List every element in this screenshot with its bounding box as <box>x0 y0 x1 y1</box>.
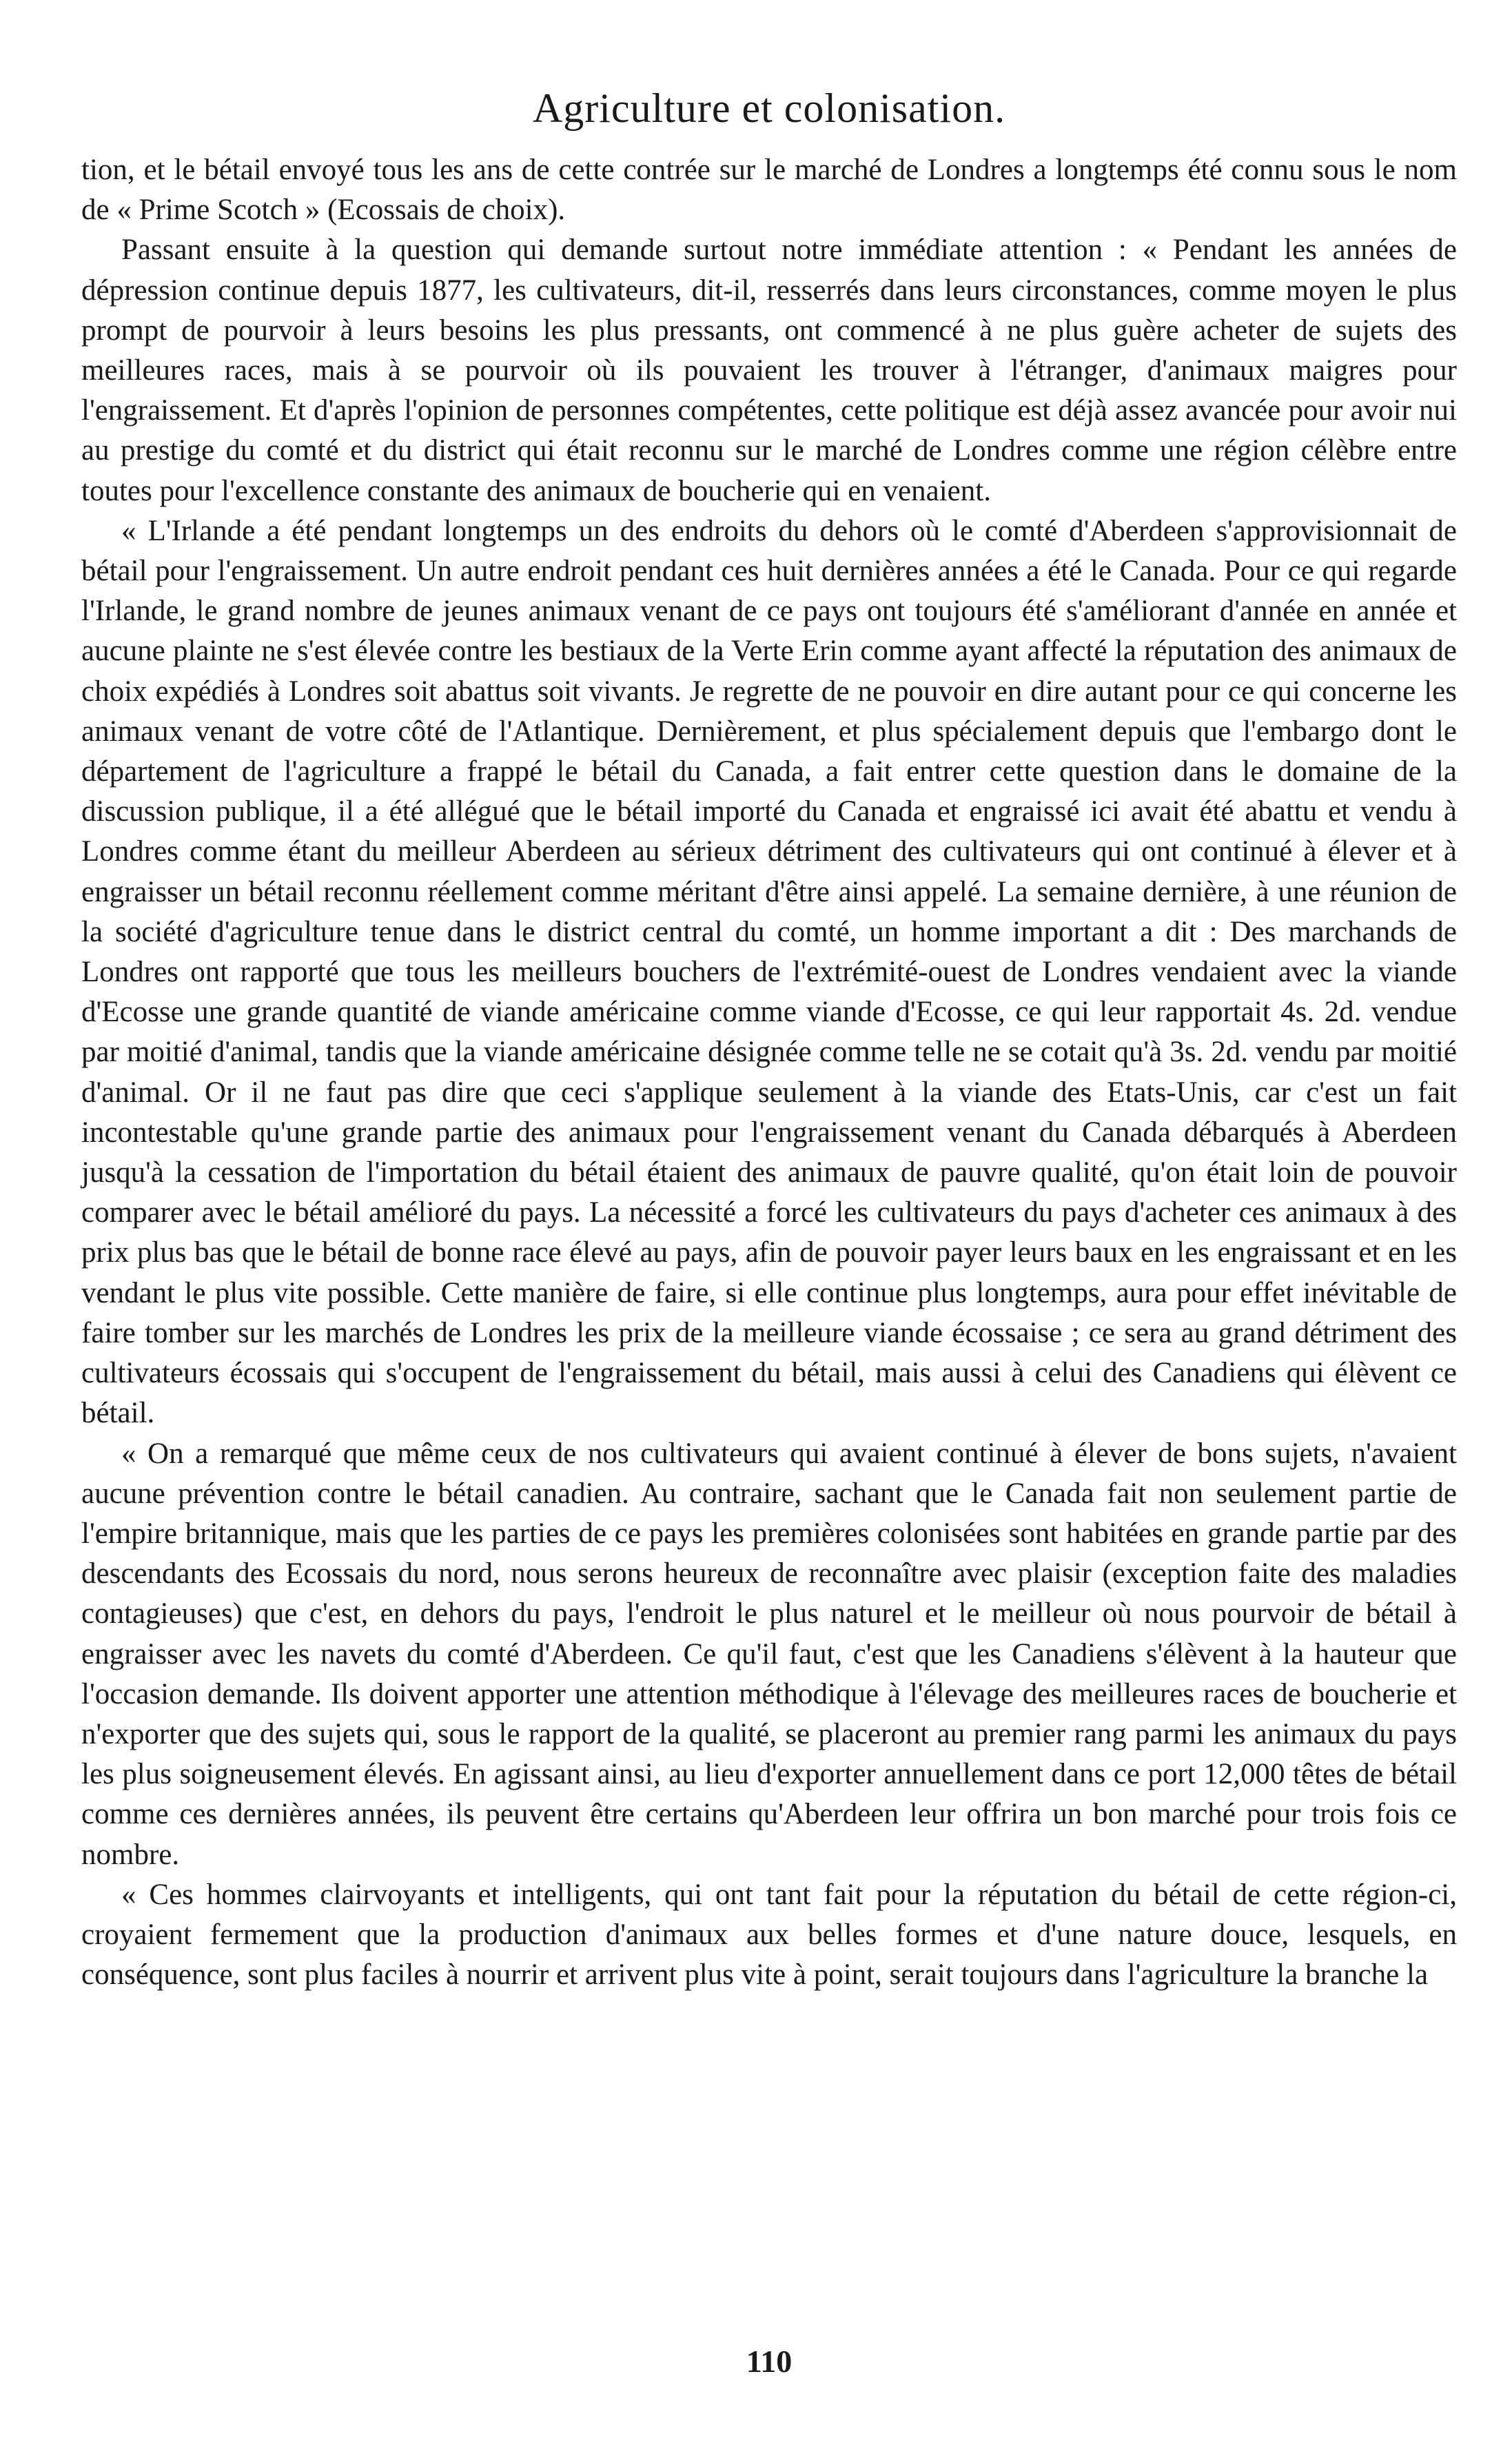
running-title: Agriculture et colonisation. <box>532 85 1006 131</box>
paragraph-2: Passant ensuite à la question qui demande surtout notre immédiate attention : « Pendant les années de dépression continue depuis 1877, les cultivateurs, dit-il, resserrés dans leurs circonstances, comme moyen le plus prompt de pourvoir à leurs besoins les plus pressants, ont commencé à ne plus guère acheter de sujets des meilleures races, mais à se pourvoir où ils pouvaient les trouver à l'étranger, d'animaux maigres pour l'engraissement. Et d'après l'opinion de personnes compétentes, cette politique est déjà assez avancée pour avoir nui au prestige du comté et du district qui était reconnu sur le marché de Londres comme une région célèbre entre toutes pour l'excellence constante des animaux de boucherie qui en venaient. <box>81 234 1457 507</box>
page-number: 110 <box>746 2344 793 2379</box>
document-page <box>81 0 1457 2379</box>
paragraph-3: « L'Irlande a été pendant longtemps un des endroits du dehors où le comté d'Aberdeen s'approvisionnait de bétail pour l'engraissement. Un autre endroit pendant ces huit dernières années a été le Canada. Pour ce qui regarde l'Irlande, le grand nombre de jeunes animaux venant de ce pays ont toujours été s'améliorant d'année en année et aucune plainte ne s'est élevée contre les bestiaux de la Verte Erin comme ayant affecté la réputation des animaux de choix expédiés à Londres soit abattus soit vivants. Je regrette de ne pouvoir en dire autant pour ce qui concerne les animaux venant de votre côté de l'Atlantique. Dernièrement, et plus spécialement depuis que l'embargo dont le département de l'agriculture a frappé le bétail du Canada, a fait entrer cette question dans le domaine de la discussion publique, il a été allégué que le bétail importé du Canada et engraissé ici avait été abattu et vendu à Londres comme étant du meilleur Aberdeen au sérieux détriment des cultivateurs qui ont continué à élever et à engraisser un bétail reconnu réellement comme méritant d'être ainsi appelé. La semaine dernière, à une réunion de la société d'agriculture tenue dans le district central du comté, un homme important a dit : Des marchands de Londres ont rapporté que tous les meilleurs bouchers de l'extrémité-ouest de Londres vendaient avec la viande d'Ecosse une grande quantité de viande américaine comme viande d'Ecosse, ce qui leur rapportait 4s. 2d. vendue par moitié d'animal, tandis que la viande américaine désignée comme telle ne se cotait qu'à 3s. 2d. vendu par moitié d'animal. Or il ne faut pas dire que ceci s'applique seulement à la viande des Etats-Unis, car c'est un fait incontestable qu'une grande partie des animaux pour l'engraissement venant du Canada débarqués à Aberdeen jusqu'à la cessation de l'importation du bétail étaient des animaux de pauvre qualité, qu'on était loin de pouvoir comparer avec le bétail amélioré du pays. La nécessité a forcé les cultivateurs du pays d'acheter ces animaux à des prix plus bas que le bétail de bonne race élevé au pays, afin de pouvoir payer leurs baux en les engraissant et en les vendant le plus vite possible. Cette manière de faire, si elle continue plus longtemps, aura pour effet inévitable de faire tomber sur les marchés de Londres les prix de la meilleure viande écossaise ; ce sera au grand détriment des cultivateurs écossais qui s'occupent de l'engraissement du bétail, mais aussi à celui des Canadiens qui élèvent ce bétail. <box>81 514 1457 1430</box>
paragraph-5: « Ces hommes clairvoyants et intelligents, qui ont tant fait pour la réputation du bétail de cette région-ci, croyaient fermement que la production d'animaux aux belles formes et d'une nature douce, lesquels, en conséquence, sont plus faciles à nourrir et arrivent plus vite à point, serait toujours dans l'agriculture la branche la <box>81 1878 1457 1992</box>
paragraph-1: tion, et le bétail envoyé tous les ans de cette contrée sur le marché de Londres a longtemps été connu sous le nom de « Prime Scotch » (Ecossais de choix). <box>81 154 1457 227</box>
paragraph-4: « On a remarqué que même ceux de nos cultivateurs qui avaient continué à élever de bons sujets, n'avaient aucune prévention contre le bétail canadien. Au contraire, sachant que le Canada fait non seulement partie de l'empire britannique, mais que les parties de ce pays les premières colonisées sont habitées en grande partie par des descendants des Ecossais du nord, nous serons heureux de reconnaître avec plaisir (exception faite des maladies contagieuses) que c'est, en dehors du pays, l'endroit le plus naturel et le meilleur où nous pourvoir de bétail à engraisser avec les navets du comté d'Aberdeen. Ce qu'il faut, c'est que les Canadiens s'élèvent à la hauteur que l'occasion demande. Ils doivent apporter une attention méthodique à l'élevage des meilleures races de boucherie et n'exporter que des sujets qui, sous le rapport de la qualité, se placeront au premier rang parmi les animaux du pays les plus soigneusement élevés. En agissant ainsi, au lieu d'exporter annuellement dans ce port 12,000 têtes de bétail comme ces dernières années, ils peuvent être certains qu'Aberdeen leur offrira un bon marché pour trois fois ce nombre. <box>81 1437 1457 1871</box>
body-text <box>81 150 1457 1995</box>
